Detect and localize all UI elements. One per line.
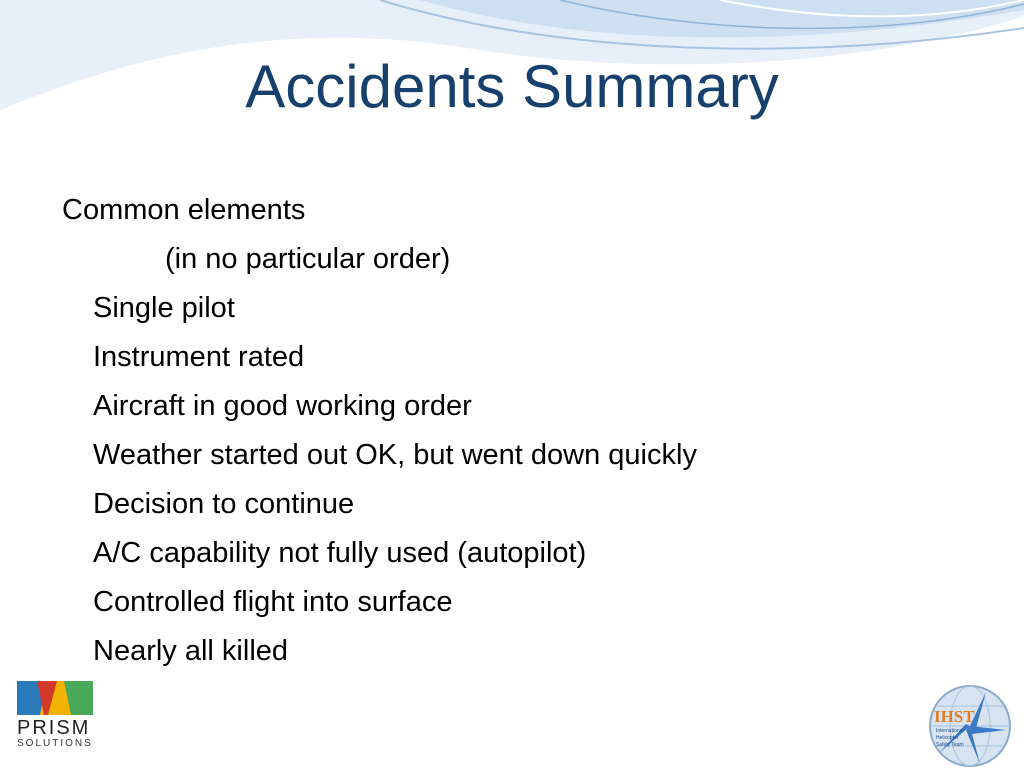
prism-tagline: SOLUTIONS [17,738,93,749]
body-heading: Common elements [62,194,306,226]
svg-text:International: International [936,728,964,734]
prism-logo [17,681,93,749]
list-item: Nearly all killed [93,635,289,667]
ihst-logo [928,684,1012,773]
slide-body [62,186,697,676]
list-item: Single pilot [93,292,235,324]
slide-title: Accidents Summary [245,53,779,120]
list-item: Controlled flight into surface [93,586,453,618]
ihst-globe-icon [928,684,1012,768]
list-item: Decision to continue [93,488,355,520]
list-item: A/C capability not fully used (autopilot) [93,537,587,569]
body-subheading: (in no particular order) [165,243,451,275]
svg-text:Helicopter: Helicopter [936,735,959,741]
prism-wordmark: PRISM [17,717,91,739]
list-item: Weather started out OK, but went down quickly [93,439,697,471]
svg-text:Safety Team: Safety Team [936,742,964,748]
prism-mark-icon [17,681,93,717]
svg-text:IHST: IHST [934,707,975,726]
element-list [62,284,697,676]
list-item: Instrument rated [93,341,305,373]
list-item: Aircraft in good working order [93,390,472,422]
